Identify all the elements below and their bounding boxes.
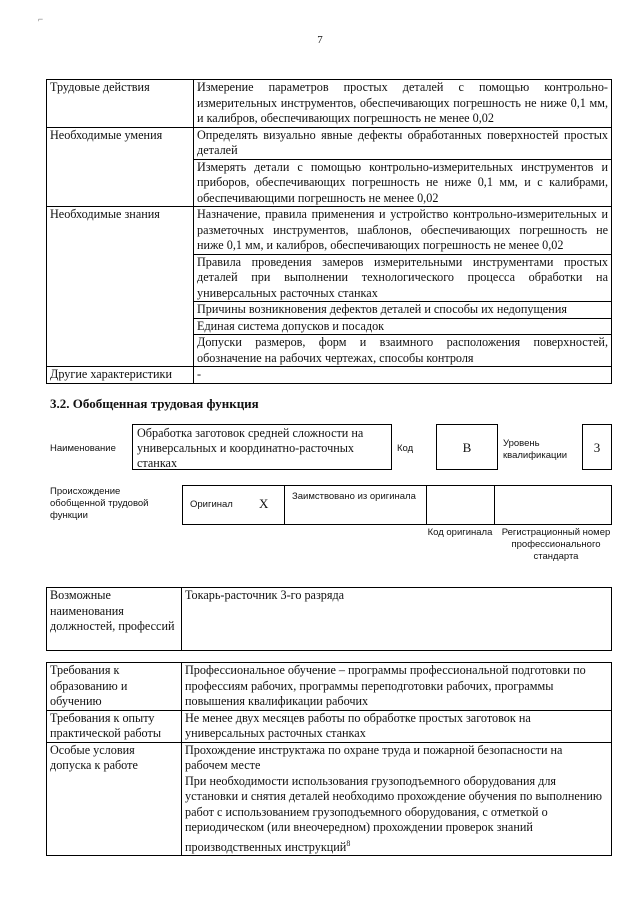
row-value: Причины возникновения дефектов деталей и способы их недопущения xyxy=(194,302,612,319)
row-label: Требования к образованию и обучению xyxy=(47,663,182,711)
table-row xyxy=(47,367,612,384)
row-value xyxy=(182,742,612,856)
row-value: Назначение, правила применения и устройство контрольно-измерительных и разметочных инструментов, шаблонов, обеспечивающих погрешность не ниже 0,1 мм, и калибров, обеспечивающих погрешность не менее 0,02 xyxy=(194,207,612,255)
row-value: Измерять детали с помощью контрольно-измерительных инструментов и приборов, обеспечивающих погрешность не ниже 0,1 мм, и с калибрами, обеспечивающими погрешность не менее 0,02 xyxy=(194,159,612,207)
requirement-text-2 xyxy=(185,774,608,856)
name-label: Наименование xyxy=(50,443,116,454)
row-value: - xyxy=(194,367,612,384)
row-label: Необходимые умения xyxy=(47,127,194,207)
function-name: Обработка заготовок средней сложности на универсальных и координатно-расточных станках xyxy=(132,424,392,470)
origin-code-caption: Код оригинала xyxy=(427,527,493,538)
requirement-text: Прохождение инструктажа по охране труда и пожарной безопасности на рабочем месте xyxy=(185,742,563,772)
row-value: Профессиональное обучение – программы профессиональной подготовки по профессиям рабочих, программы переподготовки рабочих, программы повышения квалификации рабочих xyxy=(182,663,612,711)
origin-divider xyxy=(494,485,495,525)
table-row xyxy=(47,663,612,711)
code-label: Код xyxy=(397,443,414,454)
section-heading: 3.2. Обобщенная трудовая функция xyxy=(50,396,259,411)
origin-divider xyxy=(426,485,427,525)
row-label: Трудовые действия xyxy=(47,80,194,128)
row-value: Определять визуально явные дефекты обработанных поверхностей простых деталей xyxy=(194,127,612,159)
footnote-ref: 8 xyxy=(346,838,351,848)
level-value: 3 xyxy=(582,424,612,470)
table-row xyxy=(47,710,612,742)
requirement-text-body: При необходимости использования грузоподъемного оборудования для установки и снятия деталей необходимо прохождение обучения по выполнению работ с использованием грузоподъемного оборудования, с отметкой о периодическом (или внеочередном) прохождении проверок знаний производственных инструкций xyxy=(185,773,602,854)
row-label: Другие характеристики xyxy=(47,367,194,384)
positions-table xyxy=(46,587,612,651)
table-row xyxy=(47,742,612,856)
borrowed-label: Заимствовано из оригинала xyxy=(292,491,416,502)
row-value: Единая система допусков и посадок xyxy=(194,318,612,335)
row-value: Токарь-расточник 3-го разряда xyxy=(182,588,612,651)
reg-number-caption: Регистрационный номер профессионального стандарта xyxy=(501,527,611,562)
labor-functions-table xyxy=(46,79,612,384)
row-label: Требования к опыту практической работы xyxy=(47,710,182,742)
table-row xyxy=(47,127,612,159)
row-value: Допуски размеров, форм и взаимного расположения поверхностей, обозначение на рабочих чертежах, способы контроля xyxy=(194,335,612,367)
requirements-table xyxy=(46,662,612,856)
origin-divider xyxy=(284,485,285,525)
original-mark: X xyxy=(259,496,269,511)
row-value: Правила проведения замеров измерительными инструментами простых деталей при выполнении технологического процесса обработки на универсальных расточных станках xyxy=(194,254,612,302)
row-label: Возможные наименования должностей, профессий xyxy=(47,588,182,651)
table-row xyxy=(47,207,612,255)
row-value: Измерение параметров простых деталей с помощью контрольно-измерительных инструментов, обеспечивающих погрешность не ниже 0,1 мм, и калибров, обеспечивающих погрешность не менее 0,02 xyxy=(194,80,612,128)
corner-mark: ⌐ xyxy=(38,14,44,24)
table-row xyxy=(47,80,612,128)
origin-label: Происхождение обобщенной трудовой функции xyxy=(50,486,149,521)
level-label: Уровень квалификации xyxy=(503,438,568,461)
row-value: Не менее двух месяцев работы по обработке простых заготовок на универсальных расточных станках xyxy=(182,710,612,742)
page-number: 7 xyxy=(317,34,323,46)
code-value: B xyxy=(436,424,498,470)
row-label: Особые условия допуска к работе xyxy=(47,742,182,856)
original-label: Оригинал xyxy=(190,499,233,510)
table-row xyxy=(47,588,612,651)
row-label: Необходимые знания xyxy=(47,207,194,367)
